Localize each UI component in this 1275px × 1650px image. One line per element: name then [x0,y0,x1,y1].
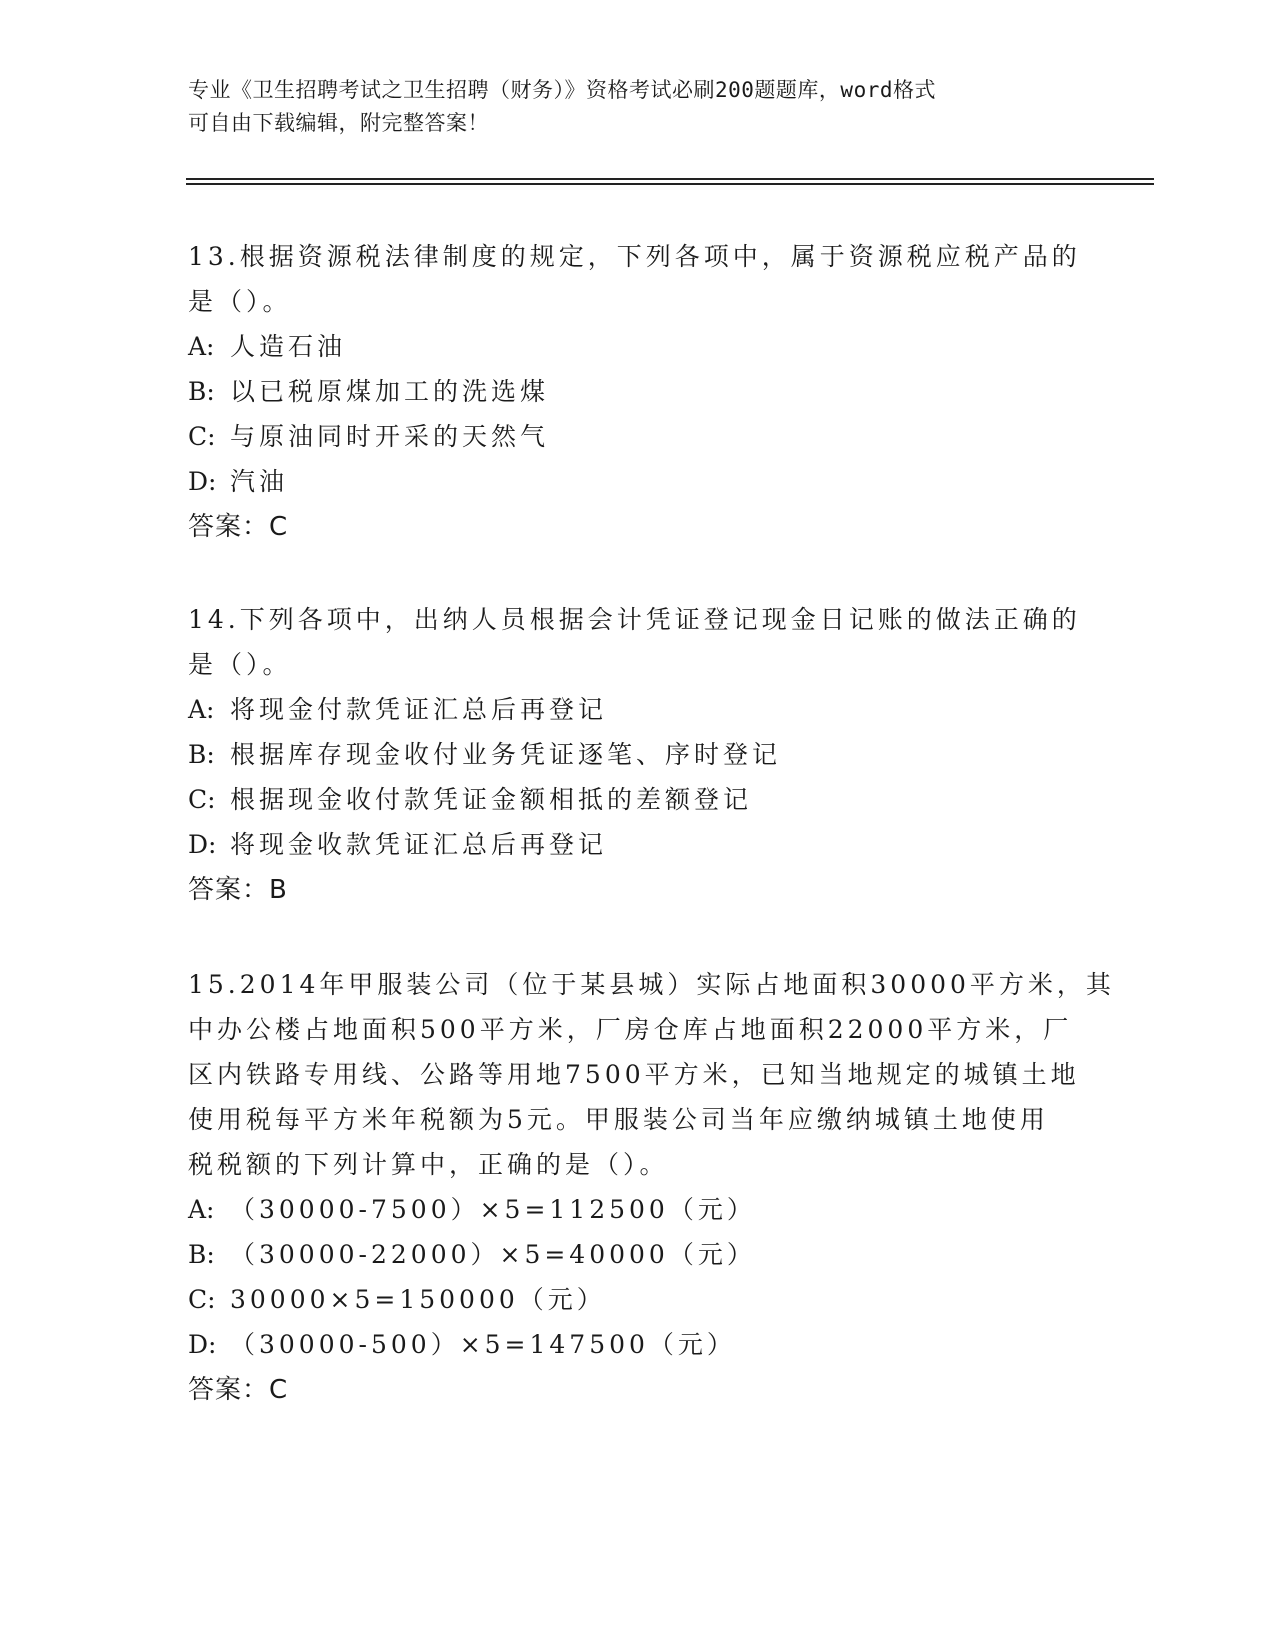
stem-line: 使用税每平方米年税额为5元。甲服装公司当年应缴纳城镇土地使用 [188,1105,1049,1134]
option-key: B: [188,1240,215,1269]
option-key: C: [188,422,216,451]
option-b [188,369,1088,414]
stem-line: 是（）。 [188,287,292,316]
question-stem [188,234,1088,324]
option-a [188,324,1088,369]
stem-line: 中办公楼占地面积500平方米，厂房仓库占地面积22000平方米，厂 [188,1015,1073,1044]
stem-line: 14.下列各项中，出纳人员根据会计凭证登记现金日记账的做法正确的 [188,605,1081,634]
option-text: 与原油同时开采的天然气 [230,422,550,451]
question-13 [188,234,1088,550]
option-d [188,459,1088,504]
stem-line: 13.根据资源税法律制度的规定，下列各项中，属于资源税应税产品的 [188,242,1081,271]
option-d [188,822,1088,867]
option-d [188,1322,1088,1367]
option-key: D: [188,830,217,859]
option-c [188,777,1088,822]
option-text: （30000-22000）×5=40000（元） [230,1240,756,1269]
question-14 [188,597,1088,913]
header-line-2: 可自由下载编辑，附完整答案！ [188,111,489,135]
option-a [188,1187,1088,1232]
option-key: D: [188,1330,217,1359]
header-line-1: 专业《卫生招聘考试之卫生招聘（财务）》资格考试必刷200题题库，word格式 [188,78,936,102]
option-text: 根据库存现金收付业务凭证逐笔、序时登记 [230,740,782,769]
option-key: B: [188,377,215,406]
option-key: C: [188,1285,216,1314]
answer-line: 答案：C [188,1375,289,1405]
option-text: 将现金付款凭证汇总后再登记 [230,695,608,724]
stem-line: 15.2014年甲服装公司（位于某县城）实际占地面积30000平方米，其 [188,970,1115,999]
option-b [188,1232,1088,1277]
option-text: 将现金收款凭证汇总后再登记 [230,830,608,859]
option-key: A: [188,332,215,361]
option-key: A: [188,695,215,724]
option-text: （30000-500）×5=147500（元） [230,1330,736,1359]
option-text: 以已税原煤加工的洗选煤 [230,377,550,406]
option-text: 根据现金收付款凭证金额相抵的差额登记 [230,785,753,814]
answer-line: 答案：B [188,875,288,905]
option-text: 人造石油 [230,332,347,361]
header-divider-top [186,178,1154,180]
option-text: （30000-7500）×5=112500（元） [230,1195,756,1224]
option-key: B: [188,740,215,769]
stem-line: 税税额的下列计算中，正确的是（）。 [188,1150,669,1179]
question-stem [188,597,1088,687]
option-a [188,687,1088,732]
question-stem [188,962,1115,1187]
document-header [188,74,1088,140]
option-c [188,414,1088,459]
stem-line: 区内铁路专用线、公路等用地7500平方米，已知当地规定的城镇土地 [188,1060,1080,1089]
option-key: D: [188,467,217,496]
option-key: A: [188,1195,215,1224]
option-text: 汽油 [230,467,289,496]
stem-line: 是（）。 [188,650,292,679]
header-divider-bottom [186,183,1154,185]
answer-line: 答案：C [188,512,289,542]
question-15 [188,962,1115,1413]
option-b [188,732,1088,777]
option-c [188,1277,1088,1322]
option-text: 30000×5=150000（元） [230,1285,606,1314]
option-key: C: [188,785,216,814]
